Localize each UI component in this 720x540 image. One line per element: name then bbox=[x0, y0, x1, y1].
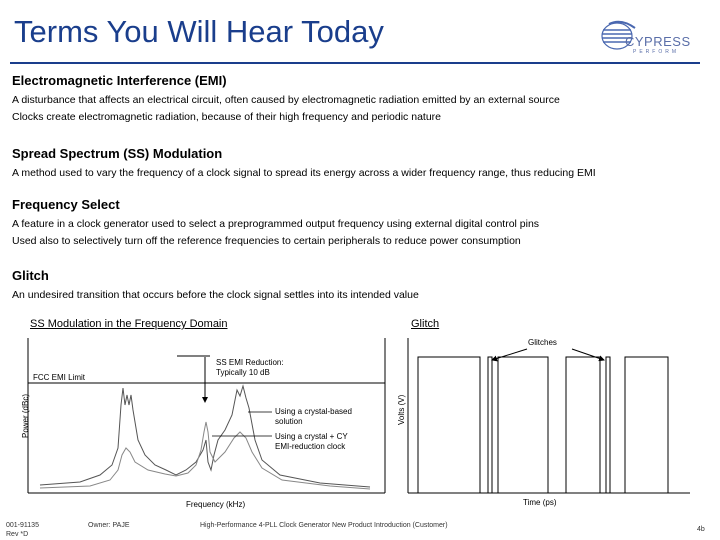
footer-doc-title: High-Performance 4-PLL Clock Generator New Product Introduction (Customer) bbox=[200, 522, 448, 529]
reduction-label: SS EMI Reduction: Typically 10 dB bbox=[216, 358, 284, 377]
crystal-solution-label: Using a crystal-based solution bbox=[275, 407, 352, 426]
glitch-arrow-right bbox=[572, 349, 604, 360]
term-description: Used also to selectively turn off the reference frequencies to certain peripherals to reduce power consumption bbox=[12, 235, 521, 247]
term-description: A method used to vary the frequency of a clock signal to spread its energy across a wider frequency range, thus reducing EMI bbox=[12, 167, 596, 179]
footer-doc-info bbox=[6, 521, 39, 539]
page-title: Terms You Will Hear Today bbox=[14, 14, 384, 49]
term-heading: Glitch bbox=[12, 268, 49, 283]
glitch-y-axis-label: Volts (V) bbox=[397, 394, 406, 425]
term-heading: Spread Spectrum (SS) Modulation bbox=[12, 146, 223, 161]
footer-page-number: 4b bbox=[697, 526, 705, 533]
glitches-label: Glitches bbox=[528, 338, 557, 347]
logo-tagline: PERFORM bbox=[633, 49, 679, 55]
term-description: An undesired transition that occurs before the clock signal settles into its intended value bbox=[12, 289, 419, 301]
logo-wordmark: CYPRESS bbox=[625, 34, 691, 49]
ss-figure-caption: SS Modulation in the Frequency Domain bbox=[30, 318, 228, 330]
glitch-x-axis-label: Time (ps) bbox=[523, 498, 557, 507]
footer-rev: Rev *D bbox=[6, 531, 29, 538]
ss-y-axis-label: Power (dBc) bbox=[21, 393, 30, 438]
glitch-arrow-left bbox=[492, 349, 527, 360]
footer-owner: Owner: PAJE bbox=[88, 522, 130, 529]
glitch-figure-caption: Glitch bbox=[411, 318, 440, 330]
clock-waveform bbox=[418, 357, 668, 493]
term-description: Clocks create electromagnetic radiation, because of their high frequency and periodic nature bbox=[12, 111, 441, 123]
term-heading: Frequency Select bbox=[12, 197, 120, 212]
fcc-limit-label: FCC EMI Limit bbox=[33, 373, 85, 382]
term-description: A feature in a clock generator used to select a preprogrammed output frequency using external digital control pins bbox=[12, 218, 540, 230]
footer-doc-number: 001-91135 bbox=[6, 522, 39, 529]
ss-x-axis-label: Frequency (kHz) bbox=[186, 500, 246, 509]
term-heading: Electromagnetic Interference (EMI) bbox=[12, 73, 227, 88]
term-description: A disturbance that affects an electrical circuit, often caused by electromagnetic radiation emitted by an external source bbox=[12, 94, 560, 106]
cy-solution-label: Using a crystal + CY EMI-reduction clock bbox=[275, 432, 348, 451]
